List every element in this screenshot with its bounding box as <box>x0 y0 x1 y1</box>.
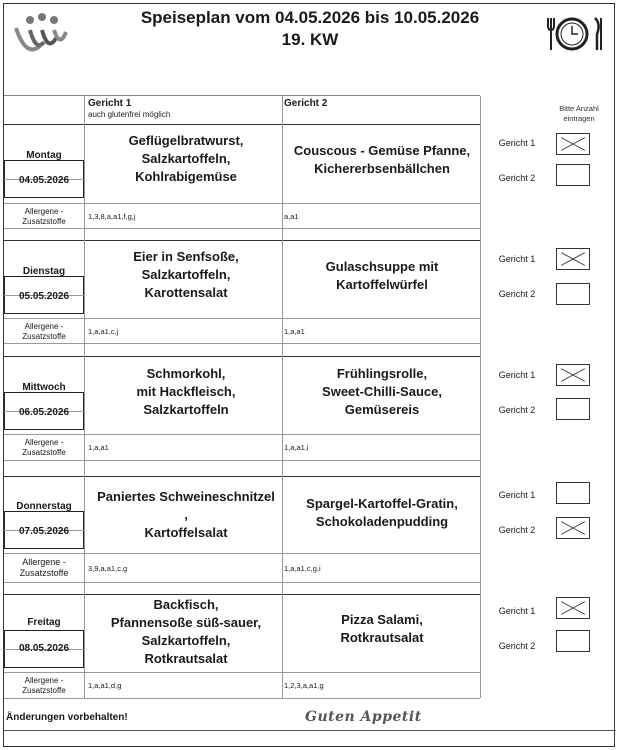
header-divider <box>4 95 480 96</box>
day-name: Donnerstag <box>16 501 72 512</box>
option-label-dish2: Gericht 2 <box>498 405 536 415</box>
allergen-label: Allergene - Zusatzstoffe <box>22 676 66 695</box>
allergens-dish1: 1,a,a1,c,j <box>88 327 119 336</box>
dish2: Spargel-Kartoffel-Gratin, Schokoladenpudding <box>306 496 458 529</box>
dish1-column-subtitle: auch glutenfrei möglich <box>88 110 171 119</box>
option-label-dish2: Gericht 2 <box>498 173 536 183</box>
dish1: Geflügelbratwurst, Salzkartoffeln, Kohlrabigemüse <box>128 133 244 184</box>
day-name: Dienstag <box>22 266 66 277</box>
option-label-dish1: Gericht 1 <box>498 254 536 264</box>
order-hint-line2: eintragen <box>563 114 595 123</box>
dish2: Gulaschsuppe mit Kartoffelwürfel <box>325 259 439 292</box>
order-hint <box>548 104 610 124</box>
day-name: Mittwoch <box>22 382 66 393</box>
check-mark-icon <box>557 365 589 385</box>
allergens-dish2: 1,a,a1,i <box>284 443 309 452</box>
order-checkbox-dish2[interactable] <box>556 164 590 186</box>
dish2: Frühlingsrolle, Sweet-Chilli-Sauce, Gemüsereis <box>322 366 442 417</box>
plate-cutlery-clock-icon <box>545 16 607 52</box>
day-name: Freitag <box>27 617 61 628</box>
allergen-label: Allergene - Zusatzstoffe <box>22 207 66 226</box>
changes-reserved-note: Änderungen vorbehalten! <box>6 712 128 723</box>
allergens-dish1: 3,9,a,a1,c,g <box>88 564 128 573</box>
day-name: Montag <box>26 150 62 161</box>
dish1-column-title: Gericht 1 <box>88 98 132 109</box>
greeting: Guten Appetit <box>305 709 422 725</box>
order-checkbox-dish1[interactable] <box>556 482 590 504</box>
option-label-dish2: Gericht 2 <box>498 525 536 535</box>
order-checkbox-dish2[interactable] <box>556 283 590 305</box>
order-checkbox-dish2[interactable] <box>556 630 590 652</box>
allergen-label: Allergene - Zusatzstoffe <box>19 557 69 578</box>
dish1: Backfisch, Pfannensoße süß-sauer, Salzkartoffeln, Rotkrautsalat <box>110 597 262 666</box>
allergens-dish1: 1,3,8,a,a1,f,g,j <box>88 212 136 221</box>
day-date: 05.05.2026 <box>18 291 70 302</box>
bottom-divider <box>4 730 616 731</box>
allergen-label: Allergene - Zusatzstoffe <box>22 322 66 341</box>
order-checkbox-dish1[interactable] <box>556 597 590 619</box>
option-label-dish1: Gericht 1 <box>498 490 536 500</box>
allergens-dish1: 1,a,a1 <box>88 443 109 452</box>
order-checkbox-dish1[interactable] <box>556 133 590 155</box>
option-label-dish1: Gericht 1 <box>498 138 536 148</box>
allergens-dish2: 1,2,3,a,a1,g <box>284 681 324 690</box>
order-checkbox-dish2[interactable] <box>556 398 590 420</box>
check-mark-icon <box>557 598 589 618</box>
option-label-dish2: Gericht 2 <box>498 641 536 651</box>
dish1: Eier in Senfsoße, Salzkartoffeln, Karottensalat <box>133 249 239 300</box>
allergens-dish2: 1,a,a1 <box>284 327 305 336</box>
order-checkbox-dish1[interactable] <box>556 248 590 270</box>
option-label-dish1: Gericht 1 <box>498 370 536 380</box>
check-mark-icon <box>557 249 589 269</box>
allergens-dish2: a,a1 <box>284 212 299 221</box>
dish2: Pizza Salami, Rotkrautsalat <box>340 612 424 645</box>
allergens-dish2: 1,a,a1,c,g,i <box>284 564 321 573</box>
allergens-dish1: 1,a,a1,d,g <box>88 681 122 690</box>
allergen-label: Allergene - Zusatzstoffe <box>22 438 66 457</box>
day-date: 04.05.2026 <box>18 175 70 186</box>
dish2-column-title: Gericht 2 <box>284 98 328 109</box>
page-title: Speiseplan vom 04.05.2026 bis 10.05.2026 <box>140 8 480 27</box>
option-label-dish2: Gericht 2 <box>498 289 536 299</box>
week-number: 19. KW <box>281 30 339 49</box>
check-mark-icon <box>557 134 589 154</box>
option-label-dish1: Gericht 1 <box>498 606 536 616</box>
day-date: 08.05.2026 <box>18 643 70 654</box>
order-checkbox-dish2[interactable] <box>556 517 590 539</box>
day-date: 07.05.2026 <box>18 526 70 537</box>
dish2: Couscous - Gemüse Pfanne, Kichererbsenbällchen <box>293 143 471 176</box>
order-hint-line1: Bitte Anzahl <box>559 104 599 113</box>
dish1: Schmorkohl, mit Hackfleisch, Salzkartoffeln <box>136 366 236 417</box>
day-date: 06.05.2026 <box>18 407 70 418</box>
dish1: Paniertes Schweineschnitzel , Kartoffelsalat <box>97 489 275 540</box>
order-checkbox-dish1[interactable] <box>556 364 590 386</box>
check-mark-icon <box>557 518 589 538</box>
